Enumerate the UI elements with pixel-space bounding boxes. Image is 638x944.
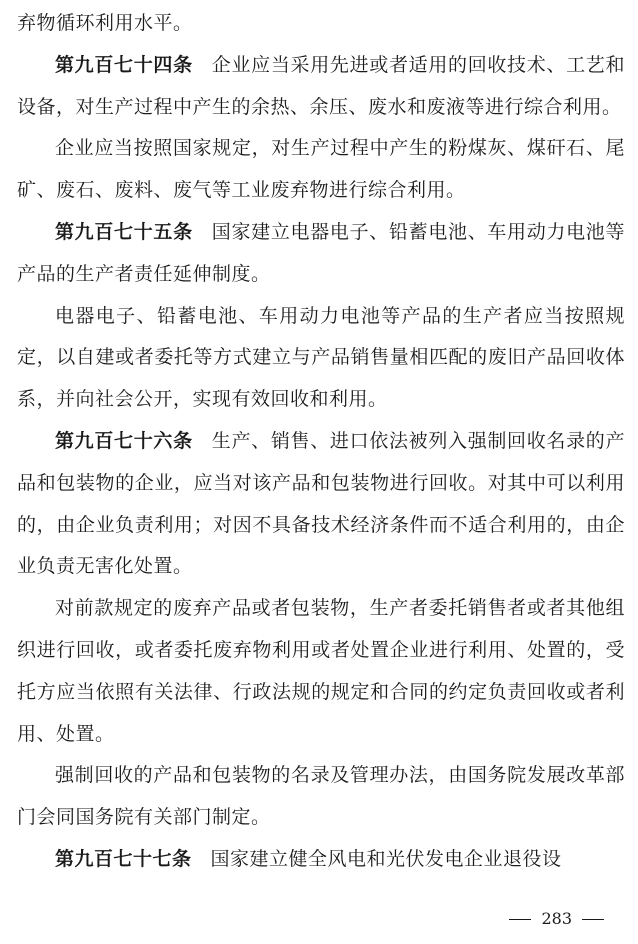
paragraph-text: 企业应当采用先进或者适用的回收技术、工艺和设备，对生产过程中产生的余热、余压、废水和废液等进行综合利用。 — [17, 53, 625, 118]
page-number-value: 283 — [541, 909, 572, 928]
article-paragraph — [17, 212, 625, 296]
article-number: 第九百七十四条 — [55, 53, 193, 76]
article-paragraph — [17, 421, 625, 588]
paragraph — [17, 3, 625, 45]
paragraph — [17, 755, 625, 839]
paragraph-text: 对前款规定的废弃产品或者包装物，生产者委托销售者或者其他组织进行回收，或者委托废弃物利用或者处置企业进行利用、处置的，受托方应当依照有关法律、行政法规的规定和合同的约定负责回收或者利用、处置。 — [17, 597, 625, 745]
dash-right — [582, 919, 604, 920]
paragraph — [17, 296, 625, 421]
paragraph-text: 国家建立电器电子、铅蓄电池、车用动力电池等产品的生产者责任延伸制度。 — [17, 220, 625, 285]
paragraph-text: 企业应当按照国家规定，对生产过程中产生的粉煤灰、煤矸石、尾矿、废石、废料、废气等工业废弃物进行综合利用。 — [17, 137, 625, 202]
paragraph — [17, 128, 625, 212]
page-number — [499, 909, 614, 928]
article-number: 第九百七十五条 — [55, 220, 193, 243]
paragraph-text: 国家建立健全风电和光伏发电企业退役设 — [210, 847, 562, 870]
article-paragraph — [17, 839, 625, 881]
article-paragraph — [17, 45, 625, 129]
document-body — [17, 3, 625, 881]
paragraph-text: 强制回收的产品和包装物的名录及管理办法，由国务院发展改革部门会同国务院有关部门制定。 — [17, 764, 625, 829]
article-number: 第九百七十六条 — [55, 429, 193, 452]
paragraph-text: 弃物循环利用水平。 — [17, 12, 193, 34]
paragraph-text: 生产、销售、进口依法被列入强制回收名录的产品和包装物的企业，应当对该产品和包装物进行回收。对其中可以利用的，由企业负责利用；对因不具备技术经济条件而不适合利用的，由企业负责无害化处置。 — [17, 429, 625, 578]
dash-left — [509, 919, 531, 920]
paragraph — [17, 588, 625, 755]
article-number: 第九百七十七条 — [55, 847, 192, 870]
paragraph-text: 电器电子、铅蓄电池、车用动力电池等产品的生产者应当按照规定，以自建或者委托等方式建立与产品销售量相匹配的废旧产品回收体系，并向社会公开，实现有效回收和利用。 — [17, 304, 625, 411]
